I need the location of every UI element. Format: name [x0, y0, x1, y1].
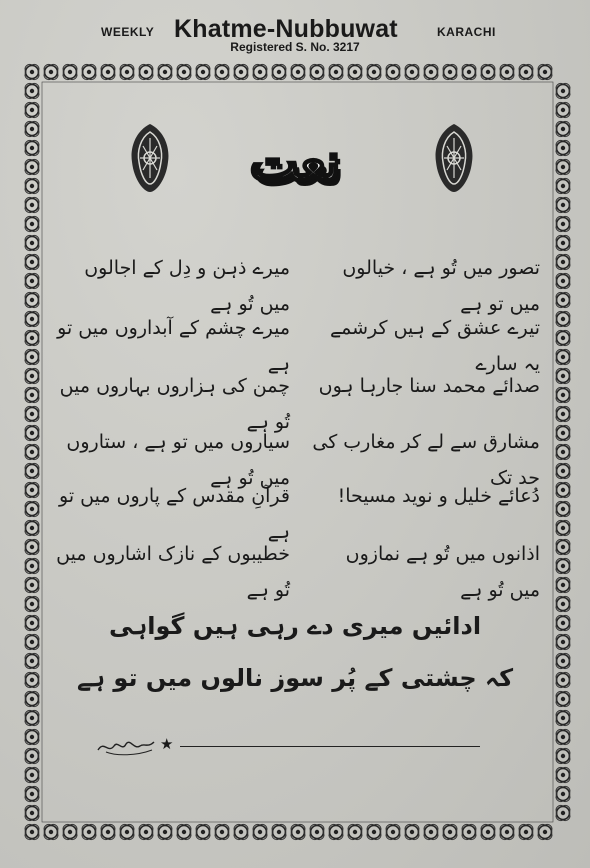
border-rosette	[556, 121, 570, 136]
signature-rule	[180, 746, 480, 747]
border-rosette	[556, 786, 570, 801]
right-floral-emblem	[432, 122, 476, 194]
border-rosette	[120, 824, 134, 839]
border-rosette	[82, 824, 96, 839]
masthead-weekly: WEEKLY	[101, 25, 155, 39]
border-rosette	[196, 824, 210, 839]
border-rosette	[196, 64, 210, 79]
border-rosette	[25, 748, 39, 763]
border-rosette	[25, 710, 39, 725]
border-rosette	[556, 577, 570, 592]
border-rosette	[25, 102, 39, 117]
border-rosette	[556, 729, 570, 744]
border-rosette	[63, 64, 77, 79]
closing-line-2: کہ چشتی کے پُر سوز نالوں میں تو ہے	[76, 664, 514, 692]
border-rosette	[25, 406, 39, 421]
couplet-4	[50, 424, 540, 489]
border-rosette	[329, 824, 343, 839]
border-rosette	[25, 292, 39, 307]
couplet-5-second-line: قرآنِ مقدس کے پاروں میں تو ہے	[59, 485, 290, 543]
border-rosette	[25, 254, 39, 269]
border-rosette	[424, 824, 438, 839]
couplet-5-first-line: دُعائے خلیل و نوید مسیحا!	[337, 485, 540, 507]
couplet-3-first-line: صدائے محمد سنا جارہا ہوں	[318, 375, 540, 397]
border-rosette	[158, 64, 172, 79]
border-rosette	[462, 64, 476, 79]
border-rosette	[25, 197, 39, 212]
border-rosette	[556, 691, 570, 706]
couplet-5	[50, 478, 540, 543]
border-rosette	[44, 824, 58, 839]
masthead-city: KARACHI	[437, 25, 496, 39]
border-rosette	[272, 64, 286, 79]
border-rosette	[462, 824, 476, 839]
border-rosette	[101, 824, 115, 839]
border-rosette	[291, 824, 305, 839]
border-rosette	[556, 102, 570, 117]
border-rosette	[556, 482, 570, 497]
border-rosette	[253, 64, 267, 79]
border-rosette	[386, 64, 400, 79]
border-rosette	[25, 368, 39, 383]
border-rosette	[25, 501, 39, 516]
border-rosette	[519, 824, 533, 839]
star-icon: ★	[160, 735, 174, 753]
border-rosette	[120, 64, 134, 79]
border-rosette	[25, 330, 39, 345]
couplet-6-first-line: اذانوں میں تُو ہے نمازوں میں تُو ہے	[345, 543, 540, 601]
border-rosette	[481, 824, 495, 839]
border-rosette	[556, 235, 570, 250]
border-rosette	[25, 83, 39, 98]
border-rosette	[177, 64, 191, 79]
border-rosette	[215, 824, 229, 839]
border-rosette	[25, 311, 39, 326]
border-rosette	[556, 178, 570, 193]
border-rosette	[556, 501, 570, 516]
border-rosette	[139, 64, 153, 79]
border-rosette	[556, 805, 570, 820]
border-rosette	[500, 64, 514, 79]
border-rosette	[25, 786, 39, 801]
border-rosette	[556, 311, 570, 326]
couplet-4-second-line: سیاروں میں تو ہے ، ستاروں میں تُو ہے	[66, 431, 290, 489]
border-rosette	[556, 444, 570, 459]
poem-title: نعت	[249, 132, 341, 193]
border-rosette	[556, 672, 570, 687]
registration-number: Registered S. No. 3217	[230, 40, 360, 54]
border-rosette	[25, 216, 39, 231]
border-rosette	[215, 64, 229, 79]
border-rosette	[405, 824, 419, 839]
couplet-2	[50, 310, 540, 375]
border-rosette	[25, 235, 39, 250]
border-rosette	[443, 64, 457, 79]
couplet-6	[50, 536, 540, 601]
border-rosette	[63, 824, 77, 839]
couplet-6-second-line: خطیبوں کے نازک اشاروں میں تُو ہے	[56, 543, 290, 601]
border-rosette	[25, 805, 39, 820]
couplet-2-second-line: میرے چشم کے آبداروں میں تو ہے	[57, 317, 290, 375]
border-rosette	[291, 64, 305, 79]
border-rosette	[234, 64, 248, 79]
couplet-4-first-line: مشارق سے لے کر مغارب کی حد تک	[312, 431, 540, 489]
border-rosette	[25, 615, 39, 630]
border-rosette	[25, 824, 39, 839]
border-rosette	[25, 463, 39, 478]
border-rosette	[556, 558, 570, 573]
couplet-3-second-line: چمن کی ہزاروں بہاروں میں تُو ہے	[59, 375, 290, 433]
border-rosette	[386, 824, 400, 839]
border-rosette	[556, 653, 570, 668]
border-rosette	[25, 444, 39, 459]
border-rosette	[556, 406, 570, 421]
border-rosette	[443, 824, 457, 839]
border-rosette	[367, 824, 381, 839]
border-rosette	[329, 64, 343, 79]
border-rosette	[25, 273, 39, 288]
border-rosette	[25, 558, 39, 573]
border-rosette	[25, 178, 39, 193]
couplet-1	[50, 250, 540, 315]
closing-line-1: ادائیں میری دے رہی ہیں گواہی	[108, 612, 482, 640]
border-rosette	[310, 824, 324, 839]
border-rosette	[556, 387, 570, 402]
border-rosette	[25, 577, 39, 592]
border-rosette	[25, 121, 39, 136]
border-rosette	[556, 539, 570, 554]
border-rosette	[25, 159, 39, 174]
border-rosette	[500, 824, 514, 839]
left-floral-emblem	[128, 122, 172, 194]
border-rosette	[556, 83, 570, 98]
border-rosette	[272, 824, 286, 839]
border-rosette	[25, 767, 39, 782]
border-rosette	[25, 64, 39, 79]
poet-signature	[96, 734, 158, 758]
couplet-1-second-line: میرے ذہن و دِل کے اجالوں میں تُو ہے	[84, 257, 290, 315]
border-rosette	[556, 330, 570, 345]
border-rosette	[556, 197, 570, 212]
border-rosette	[556, 140, 570, 155]
border-rosette	[25, 349, 39, 364]
border-rosette	[25, 425, 39, 440]
border-rosette	[556, 463, 570, 478]
border-rosette	[25, 520, 39, 535]
border-rosette	[424, 64, 438, 79]
border-rosette	[177, 824, 191, 839]
border-rosette	[556, 767, 570, 782]
border-rosette	[348, 64, 362, 79]
border-rosette	[234, 824, 248, 839]
border-rosette	[310, 64, 324, 79]
masthead	[0, 14, 590, 58]
border-rosette	[101, 64, 115, 79]
border-rosette	[25, 539, 39, 554]
border-rosette	[158, 824, 172, 839]
border-rosette	[25, 729, 39, 744]
border-rosette	[556, 368, 570, 383]
masthead-title: Khatme-Nubbuwat	[174, 15, 398, 43]
border-rosette	[556, 425, 570, 440]
border-rosette	[538, 64, 552, 79]
border-rosette	[556, 349, 570, 364]
border-rosette	[25, 482, 39, 497]
border-rosette	[556, 216, 570, 231]
border-rosette	[139, 824, 153, 839]
border-rosette	[25, 634, 39, 649]
border-rosette	[556, 596, 570, 611]
border-rosette	[25, 596, 39, 611]
border-rosette	[538, 824, 552, 839]
border-rosette	[25, 387, 39, 402]
border-rosette	[367, 64, 381, 79]
border-rosette	[44, 64, 58, 79]
border-rosette	[25, 691, 39, 706]
border-rosette	[556, 292, 570, 307]
border-rosette	[556, 748, 570, 763]
border-rosette	[405, 64, 419, 79]
couplet-3	[50, 368, 540, 433]
border-rosette	[82, 64, 96, 79]
border-rosette	[519, 64, 533, 79]
border-rosette	[556, 273, 570, 288]
border-rosette	[556, 634, 570, 649]
border-rosette	[556, 615, 570, 630]
border-rosette	[556, 159, 570, 174]
border-rosette	[25, 140, 39, 155]
border-rosette	[556, 520, 570, 535]
border-rosette	[481, 64, 495, 79]
couplet-1-first-line: تصور میں تُو ہے ، خیالوں میں تو ہے	[342, 257, 540, 315]
couplet-2-first-line: تیرے عشق کے ہیں کرشمے یہ سارے	[329, 317, 540, 375]
border-rosette	[253, 824, 267, 839]
border-rosette	[25, 672, 39, 687]
border-rosette	[556, 710, 570, 725]
border-rosette	[348, 824, 362, 839]
border-rosette	[556, 254, 570, 269]
border-rosette	[25, 653, 39, 668]
